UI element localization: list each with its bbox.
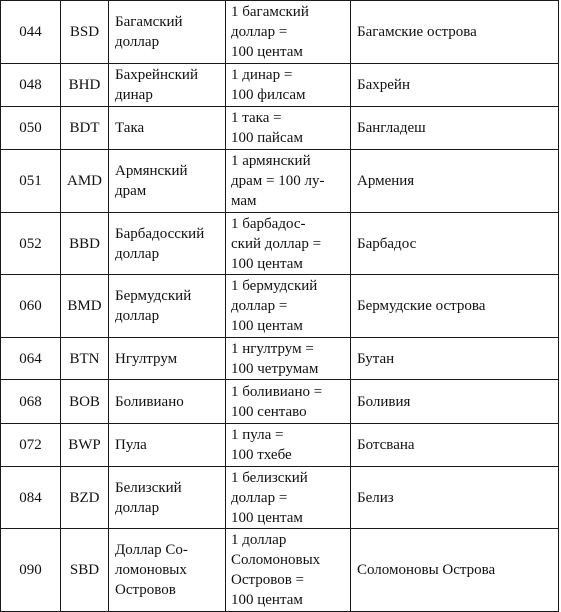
currency-number-cell-text: 050 [19, 120, 42, 136]
currency-subunit-cell-text: 1 така = 100 пайсам [231, 110, 303, 146]
currency-name-cell [109, 529, 226, 612]
currency-subunit-cell [226, 424, 351, 467]
currency-code-cell [61, 107, 109, 150]
currency-subunit-cell-text: 1 белизский доллар = 100 центам [231, 469, 308, 526]
currency-code-cell-text: BWP [68, 437, 101, 453]
country-cell-text: Багамские острова [357, 24, 477, 40]
currency-code-cell [61, 529, 109, 612]
currency-name-cell [109, 107, 226, 150]
country-cell [351, 275, 559, 338]
currency-subunit-cell [226, 1, 351, 64]
currency-number-cell-text: 068 [19, 393, 42, 410]
currency-code-cell-text: BSD [69, 24, 100, 40]
currency-subunit-cell-text: 1 динар = 100 филсам [231, 67, 306, 103]
currency-subunit-cell [226, 275, 351, 338]
currency-name-cell-text: Бермудский доллар [115, 288, 192, 324]
currency-name-cell-text: Армянский драм [115, 163, 188, 199]
table-row [1, 107, 559, 150]
currency-name-cell [109, 380, 226, 424]
currency-name-cell [109, 1, 226, 64]
currency-number-cell-text: 084 [19, 489, 42, 506]
currency-number-cell-text: 051 [19, 173, 42, 189]
currency-subunit-cell-text: 1 нгултрум = 100 четрумам [231, 340, 319, 377]
currency-name-cell-text: Боливиано [115, 393, 184, 410]
country-cell-text: Бахрейн [357, 77, 410, 93]
country-cell [351, 64, 559, 107]
currency-number-cell [1, 150, 61, 213]
table-row [1, 338, 559, 380]
currency-number-cell-text: 044 [19, 24, 42, 40]
currency-number-cell [1, 467, 61, 529]
country-cell [351, 107, 559, 150]
currency-name-cell [109, 150, 226, 213]
currency-code-cell-text: BDT [69, 120, 100, 136]
currency-number-cell [1, 107, 61, 150]
currency-subunit-cell [226, 338, 351, 380]
country-cell-text: Бермудские острова [357, 298, 486, 314]
currency-subunit-cell [226, 150, 351, 213]
currency-number-cell-text: 090 [19, 562, 42, 578]
currency-number-cell [1, 380, 61, 424]
currency-code-cell [61, 1, 109, 64]
table-body [1, 1, 559, 612]
currency-code-cell-text: BHD [68, 77, 101, 93]
country-cell [351, 424, 559, 467]
currency-subunit-cell-text: 1 боливиано = 100 сентаво [231, 383, 323, 420]
currency-name-cell-text: Нгултрум [115, 350, 178, 367]
currency-name-cell [109, 338, 226, 380]
currency-code-cell [61, 380, 109, 424]
country-cell [351, 213, 559, 275]
country-cell-text: Бутан [357, 350, 395, 367]
currency-number-cell [1, 338, 61, 380]
currency-number-cell [1, 213, 61, 275]
currency-subunit-cell-text: 1 бермудский доллар = 100 центам [231, 278, 318, 334]
currency-code-cell-text: BBD [69, 235, 100, 252]
table-row [1, 467, 559, 529]
table-row [1, 275, 559, 338]
currency-code-cell [61, 275, 109, 338]
currency-subunit-cell-text: 1 барбадос- ский доллар = 100 центам [231, 215, 322, 272]
currency-code-cell [61, 338, 109, 380]
currency-number-cell [1, 275, 61, 338]
currency-number-cell [1, 1, 61, 64]
currency-code-cell [61, 213, 109, 275]
country-cell [351, 467, 559, 529]
country-cell [351, 529, 559, 612]
currency-number-cell [1, 64, 61, 107]
currency-name-cell-text: Багамский доллар [115, 14, 183, 50]
currency-number-cell-text: 052 [19, 235, 42, 252]
currency-code-cell-text: BZD [69, 489, 100, 506]
currency-code-cell-text: AMD [66, 173, 102, 189]
currency-subunit-cell-text: 1 багамский доллар = 100 центам [231, 4, 309, 60]
currency-subunit-cell [226, 467, 351, 529]
currency-number-cell-text: 060 [19, 298, 42, 314]
currency-subunit-cell-text: 1 пула = 100 тхебе [231, 427, 292, 463]
currency-number-cell-text: 064 [19, 350, 42, 367]
table-row [1, 150, 559, 213]
country-cell-text: Белиз [357, 489, 394, 506]
currency-subunit-cell [226, 213, 351, 275]
currency-subunit-cell-text: 1 армянский драм = 100 лу- мам [231, 153, 325, 209]
currency-name-cell-text: Барбадосский доллар [115, 225, 205, 262]
currency-number-cell [1, 424, 61, 467]
currency-subunit-cell [226, 380, 351, 424]
table-row [1, 529, 559, 612]
country-cell [351, 380, 559, 424]
currency-name-cell [109, 467, 226, 529]
currency-subunit-cell [226, 64, 351, 107]
currency-number-cell-text: 048 [19, 77, 42, 93]
country-cell-text: Барбадос [357, 235, 417, 252]
currency-code-cell-text: BMD [67, 298, 102, 314]
currency-name-cell [109, 424, 226, 467]
currency-name-cell-text: Доллар Со- ломоновых Островов [115, 542, 188, 598]
currency-code-cell-text: BTN [69, 350, 100, 367]
currency-code-cell-text: BOB [69, 393, 100, 410]
currency-name-cell-text: Белизский доллар [115, 479, 182, 516]
currency-name-cell [109, 213, 226, 275]
currency-code-cell [61, 64, 109, 107]
country-cell [351, 150, 559, 213]
currency-subunit-cell [226, 529, 351, 612]
currency-code-cell [61, 467, 109, 529]
country-cell-text: Боливия [357, 393, 411, 410]
currency-name-cell [109, 275, 226, 338]
table-row [1, 1, 559, 64]
currency-subunit-cell [226, 107, 351, 150]
currency-name-cell-text: Бахрейнский динар [115, 67, 198, 103]
country-cell-text: Бангладеш [357, 120, 426, 136]
country-cell [351, 338, 559, 380]
country-cell-text: Армения [357, 173, 415, 189]
currency-code-cell [61, 150, 109, 213]
currency-name-cell-text: Така [115, 120, 145, 136]
country-cell-text: Ботсвана [357, 437, 415, 453]
table-row [1, 424, 559, 467]
country-cell-text: Соломоновы Острова [357, 562, 496, 578]
currency-code-cell [61, 424, 109, 467]
currency-name-cell [109, 64, 226, 107]
table-row [1, 213, 559, 275]
currency-number-cell-text: 072 [19, 437, 42, 453]
currency-code-cell-text: SBD [69, 562, 100, 578]
table-row [1, 380, 559, 424]
currency-number-cell [1, 529, 61, 612]
currency-name-cell-text: Пула [115, 437, 147, 453]
currency-subunit-cell-text: 1 доллар Соломоновых Островов = 100 центам [231, 532, 321, 608]
table-row [1, 64, 559, 107]
country-cell [351, 1, 559, 64]
